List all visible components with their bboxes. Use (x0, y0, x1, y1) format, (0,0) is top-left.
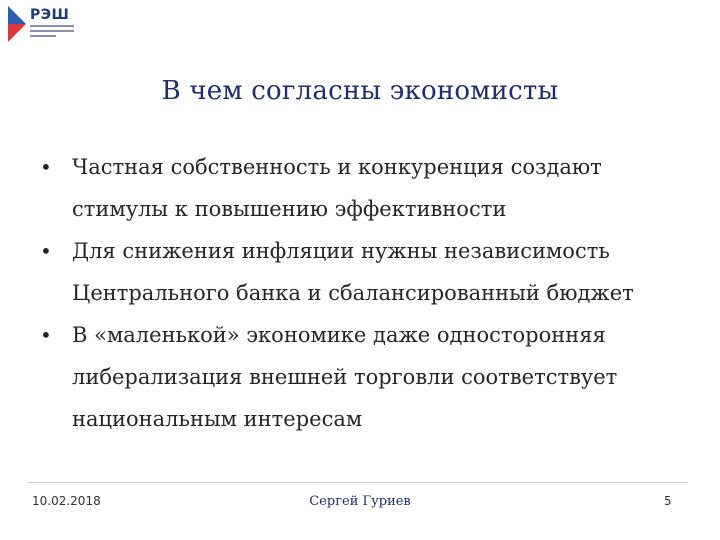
slide-title: В чем согласны экономисты (161, 76, 559, 106)
bullet-icon: • (40, 239, 52, 263)
bullet-list (40, 146, 700, 440)
bullet-text: Частная собственность и конкуренция создают стимулы к повышению эффективности (72, 155, 602, 221)
footer-divider (28, 482, 688, 483)
logo-subtitle-lines (30, 25, 74, 40)
logo-triangle-icon (6, 4, 28, 44)
bullet-icon: • (40, 155, 52, 179)
bullet-text: В «маленькой» экономике даже односторонняя либерализация внешней торговли соответствует национальным интересам (72, 323, 618, 431)
bullet-item (40, 314, 700, 440)
bullet-icon: • (40, 323, 52, 347)
nes-logo (6, 4, 76, 46)
footer-author: Сергей Гуриев (309, 494, 411, 509)
footer-date: 10.02.2018 (32, 494, 101, 508)
bullet-item (40, 146, 700, 230)
logo-name: РЭШ (30, 7, 70, 23)
bullet-text: Для снижения инфляции нужны независимость Центрального банка и сбалансированный бюджет (72, 239, 634, 305)
bullet-item (40, 230, 700, 314)
page-number: 5 (664, 494, 672, 508)
